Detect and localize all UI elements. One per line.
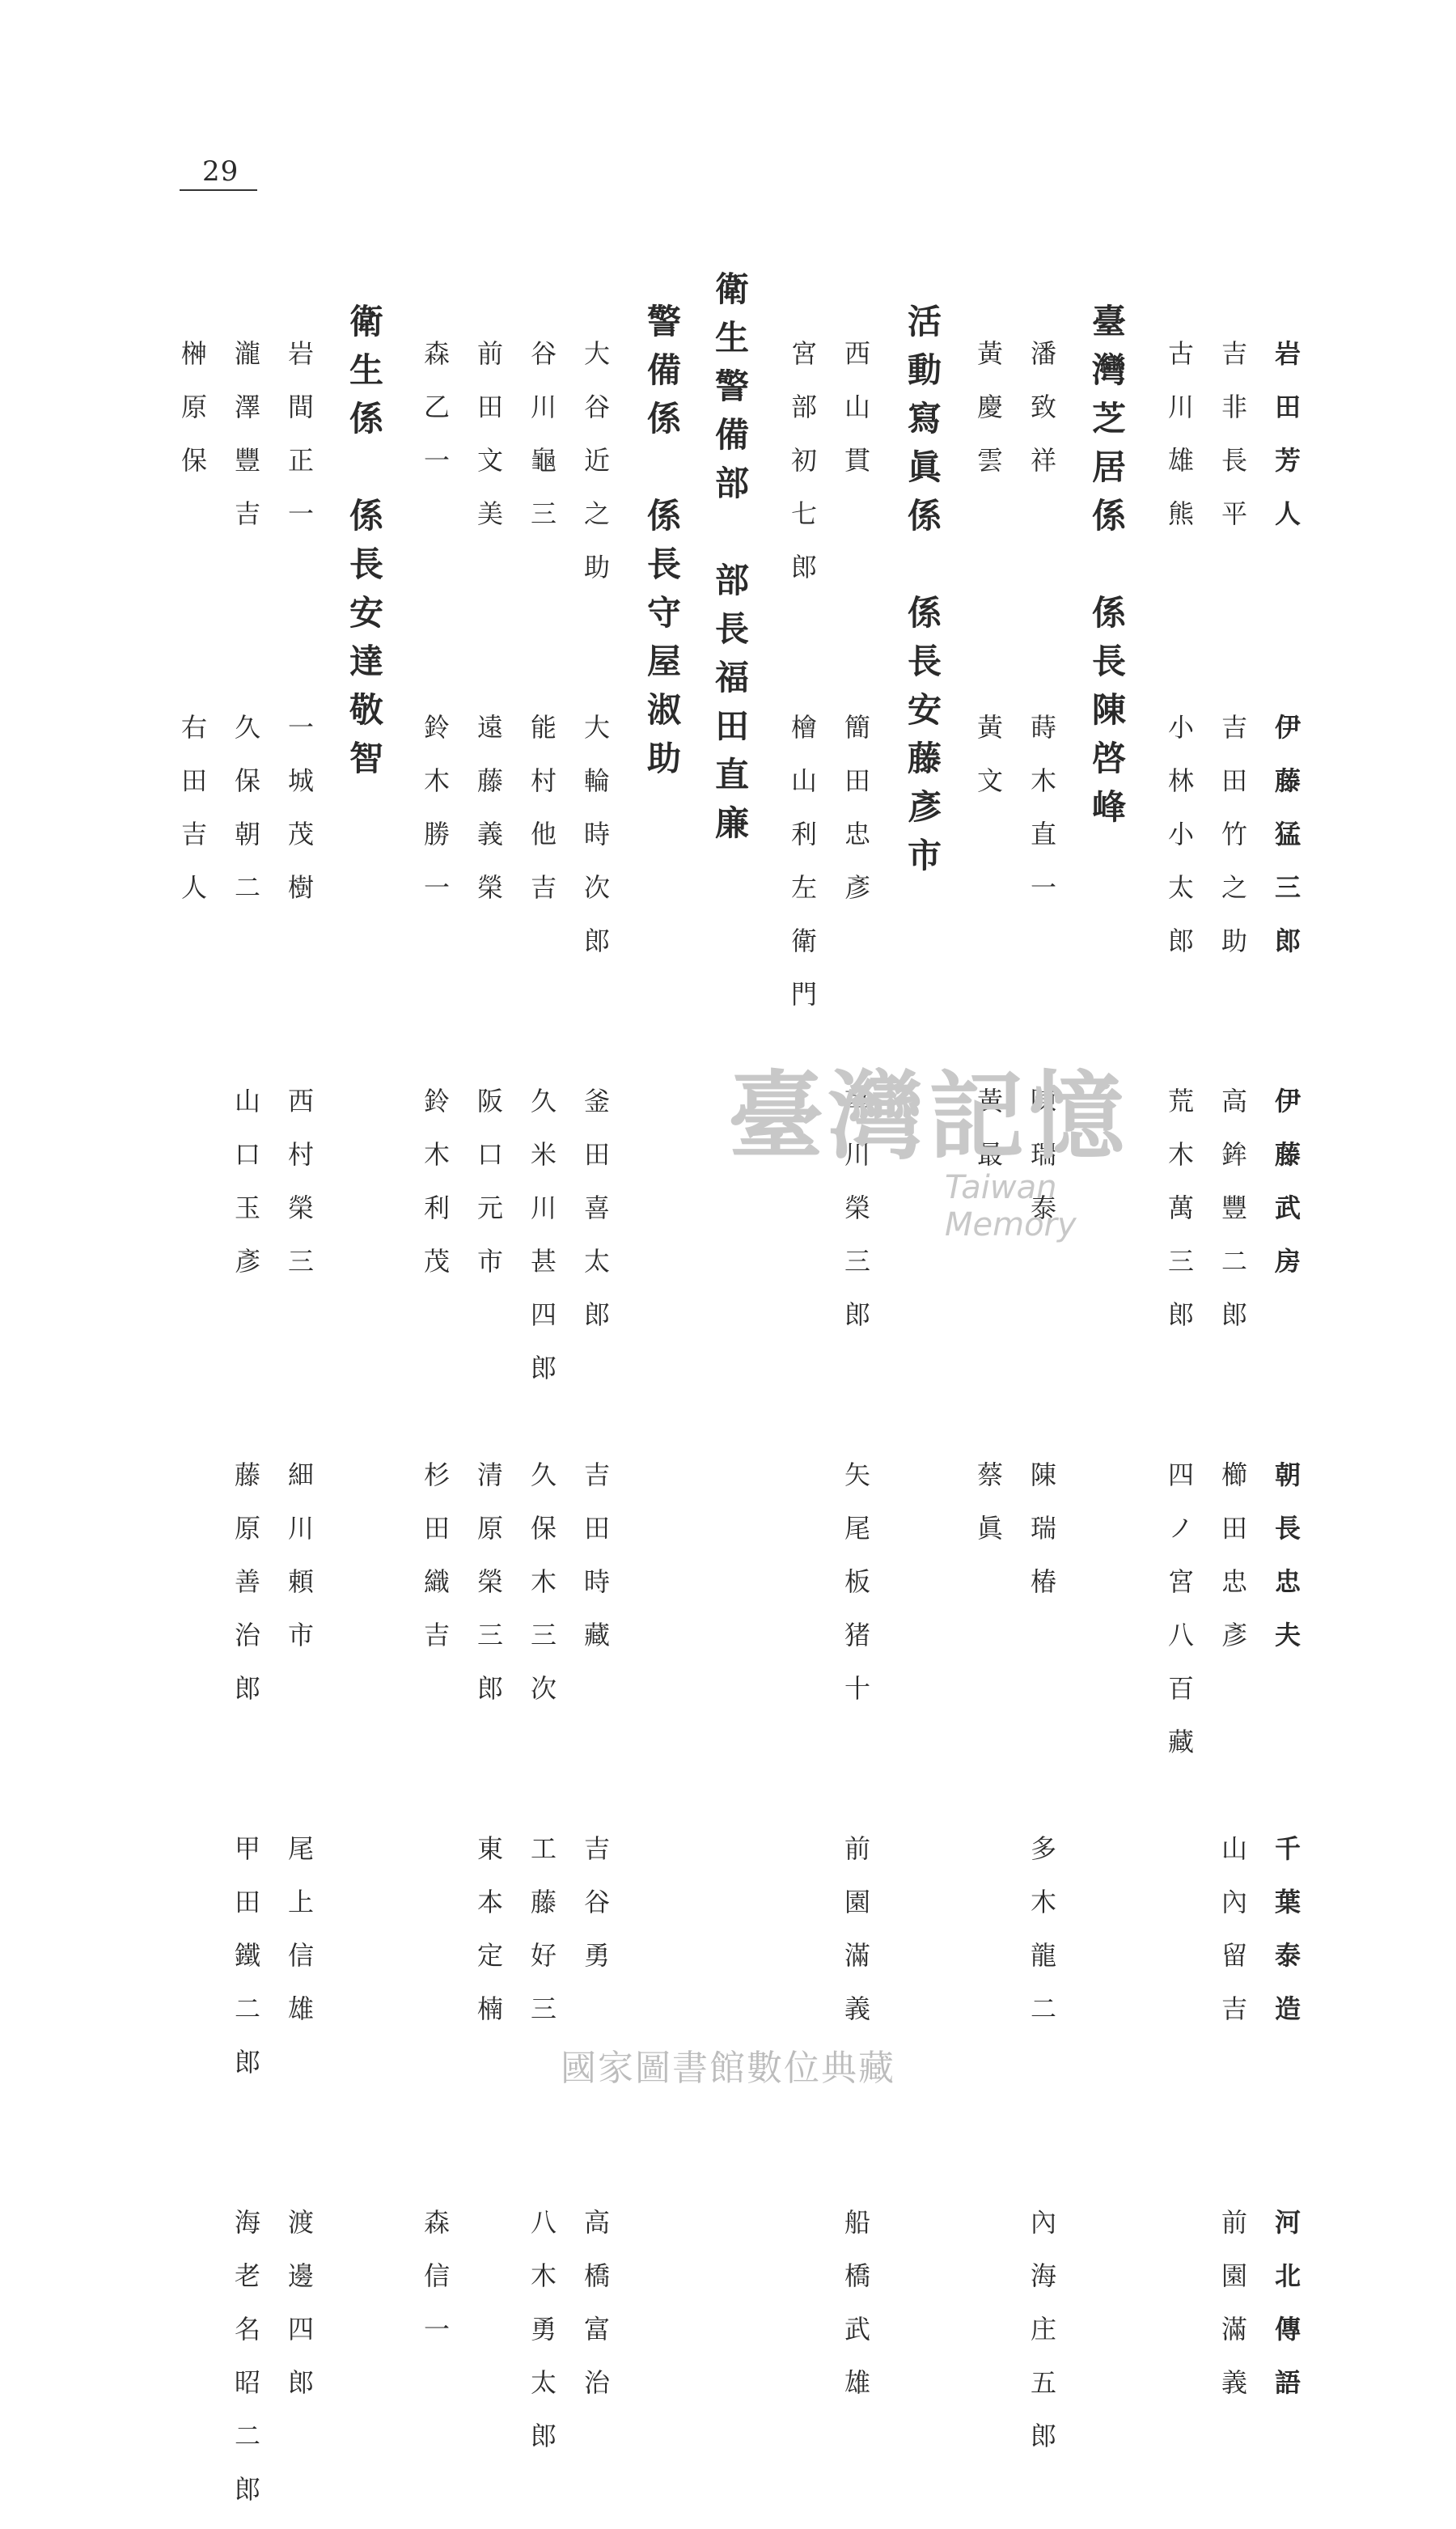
roster-column: 岩田芳人 伊藤猛三郎 伊藤武房 朝長忠夫 千葉泰造 河北傳語 — [1271, 340, 1302, 2422]
section-heading-motion-picture: 活動寫眞係 係長安藤彥市 — [903, 303, 942, 886]
roster-column: 黃慶雲 黃文 黃最 蔡眞 — [973, 340, 1004, 1568]
section-heading-security: 警備係 係長守屋淑助 — [642, 303, 682, 789]
roster-column: 宮部初七郎 檜山利左衛門 — [787, 340, 818, 1034]
roster-column: 森乙一 鈴木勝一 鈴木利茂 杉田織吉 森信一 — [420, 340, 451, 2369]
roster-column: 潘致祥 蒔木直一 陳瑞泰 陳瑞椿 多木龍二 內海庄五郎 — [1026, 340, 1057, 2476]
roster-column: 前田文美 遠藤義榮 阪口元市 清原榮三郎 東本定楠 — [473, 340, 504, 2048]
roster-column: 岩間正一 一城茂樹 西村榮三 細川頼市 尾上信雄 渡邊四郎 — [284, 340, 315, 2422]
roster-column: 西山貫 簡田忠彥 草川榮三郎 矢尾板猪十 前園滿義 船橋武雄 — [840, 340, 871, 2422]
section-heading-hygiene: 衛生係 係長安達敬智 — [345, 303, 384, 789]
section-heading-taiwan-theatre: 臺灣芝居係 係長陳啓峰 — [1087, 303, 1127, 837]
department-heading-hygiene-security: 衛生警備部 部長福田直廉 — [710, 271, 750, 854]
roster-column: 古川雄熊 小林小太郎 荒木萬三郎 四ノ宮八百藏 — [1164, 340, 1195, 1781]
roster-column: 榊原保 右田吉人 — [177, 340, 208, 927]
roster-column: 大谷近之助 大輪時次郎 釜田喜太郎 吉田時藏 吉谷勇 高橋富治 — [580, 340, 611, 2422]
page-number: 29 — [202, 155, 239, 188]
roster-column: 吉非長平 吉田竹之助 高鉾豐二郎 櫛田忠彥 山內留吉 前園滿義 — [1217, 340, 1248, 2422]
watermark-subtitle: Taiwan Memory — [945, 1169, 1077, 1243]
watermark-text: 臺灣記憶 — [728, 1060, 1130, 1172]
page-number-rule — [180, 189, 257, 191]
roster-column: 谷川龜三 能村他吉 久米川甚四郎 久保木三次 工藤好三 八木勇太郎 — [527, 340, 557, 2476]
footer-collection-label: 國家圖書館數位典藏 — [561, 2048, 895, 2089]
roster-column: 瀧澤豐吉 久保朝二 山口玉彥 藤原善治郎 甲田鐵二郎 海老名昭二郎 — [231, 340, 261, 2529]
